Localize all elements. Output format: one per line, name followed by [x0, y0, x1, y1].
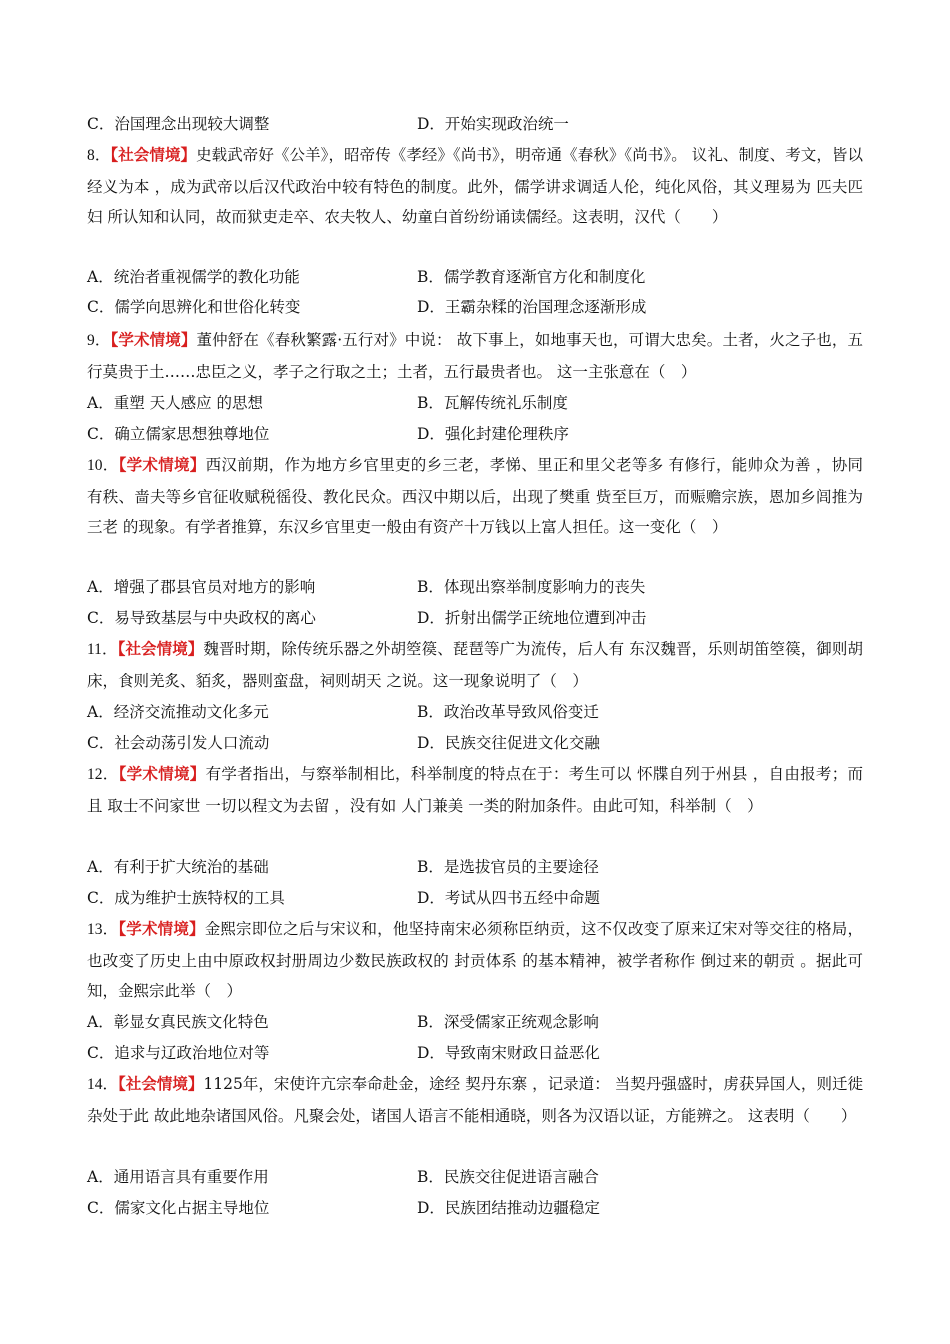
q14-option-a[interactable]: A．通用语言具有重要作用: [87, 1168, 269, 1186]
q9-option-b[interactable]: B．瓦解传统礼乐制度: [417, 394, 568, 412]
q12-option-a[interactable]: A．有利于扩大统治的基础: [87, 858, 269, 876]
question-8-stem: [87, 140, 863, 233]
q7-option-c[interactable]: C．治国理念出现较大调整: [87, 115, 270, 133]
q8-options-row-1: [87, 263, 867, 291]
q13-options-row-2: [87, 1039, 867, 1067]
question-text: 西汉前期，作为地方乡官里吏的乡三老，孝悌、里正和里父老等多 有修行，能帅众为善 ，协同有秩、啬夫等乡官征收赋税徭役、教化民众。西汉中期以后，出现了樊重 赀至巨万，而赈赡宗族，恩加乡闾推为三老 的现象。有学者推算，东汉乡官里吏一般由有资产十万钱以上富人担任。这一变化（ ）: [87, 456, 863, 536]
context-tag: 【社会情境】: [118, 1074, 204, 1093]
question-13-stem: [87, 914, 863, 1007]
q14-option-b[interactable]: B．民族交往促进语言融合: [417, 1168, 599, 1186]
q13-option-c[interactable]: C．追求与辽政治地位对等: [87, 1044, 270, 1062]
q14-options-row-1: [87, 1163, 867, 1191]
question-text: 董仲舒在《春秋繁露·五行对》中说： 故下事上，如地事天也，可谓大忠矣。土者，火之子也，五行莫贵于土……忠臣之义，孝子之行取之土；土者，五行最贵者也。 这一主张意在（ ）: [87, 331, 863, 381]
q11-options-row-1: [87, 698, 867, 726]
q11-option-b[interactable]: B．政治改革导致风俗变迁: [417, 703, 599, 721]
question-text: 金熙宗即位之后与宋议和，他坚持南宋必须称臣纳贡，这不仅改变了原来辽宋对等交往的格局，也改变了历史上由中原政权封册周边少数民族政权的 封贡体系 的基本精神，被学者称作 倒过来的朝贡 。据此可知，金熙宗此举（ ）: [87, 920, 863, 1000]
q7-option-d[interactable]: D．开始实现政治统一: [417, 115, 569, 133]
q12-options-row-1: [87, 853, 867, 881]
q13-option-b[interactable]: B．深受儒家正统观念影响: [417, 1013, 599, 1031]
question-11-stem: [87, 634, 863, 696]
context-tag: 【学术情境】: [118, 764, 206, 783]
question-number: 8．: [87, 147, 111, 164]
context-tag: 【社会情境】: [117, 639, 204, 658]
question-number: 13．: [87, 921, 119, 938]
question-text: 魏晋时期，除传统乐器之外胡箜篌、琵琶等广为流传，后人有 东汉魏晋，乐则胡笛箜篌，御则胡床，食则羌炙、貊炙，器则蛮盘，祠则胡天 之说。这一现象说明了（ ）: [87, 640, 863, 690]
context-tag: 【学术情境】: [118, 455, 206, 474]
q8-option-c[interactable]: C．儒学向思辨化和世俗化转变: [87, 298, 301, 316]
context-tag: 【社会情境】: [110, 145, 197, 164]
q14-option-d[interactable]: D．民族团结推动边疆稳定: [417, 1199, 600, 1217]
context-tag: 【学术情境】: [110, 330, 197, 349]
q9-options-row-2: [87, 420, 867, 448]
q9-option-c[interactable]: C．确立儒家思想独尊地位: [87, 425, 270, 443]
q8-options-row-2: [87, 293, 867, 321]
q10-option-c[interactable]: C．易导致基层与中央政权的离心: [87, 609, 316, 627]
question-14-stem: [87, 1069, 863, 1131]
question-number: 9．: [87, 332, 111, 349]
question-text: 有学者指出，与察举制相比，科举制度的特点在于：考生可以 怀牒自列于州县 ，自由报考；而且 取士不问家世 一切以程文为去留 ，没有如 人门兼美 一类的附加条件。由此可知，科举制（ ）: [87, 765, 863, 815]
q14-options-row-2: [87, 1194, 867, 1222]
question-text: 1125年，宋使许亢宗奉命赴金，途经 契丹东寨 ，记录道： 当契丹强盛时，虏获异国人，则迁徙杂处于此 故此地杂诸国风俗。凡聚会处，诸国人语言不能相通晓，则各为汉语以证，方能辨之。 这表明（ ）: [87, 1075, 863, 1125]
question-number: 10．: [87, 457, 119, 474]
q8-option-d[interactable]: D．王霸杂糅的治国理念逐渐形成: [417, 298, 647, 316]
q10-options-row-1: [87, 573, 867, 601]
q11-option-a[interactable]: A．经济交流推动文化多元: [87, 703, 269, 721]
q9-options-row-1: [87, 389, 867, 417]
q10-options-row-2: [87, 604, 867, 632]
question-text: 史载武帝好《公羊》，昭帝传《孝经》《尚书》，明帝通《春秋》《尚书》。 议礼、制度、考文，皆以经义为本 ，成为武帝以后汉代政治中较有特色的制度。此外，儒学讲求调适人伦，纯化风俗，其义理易为 匹夫匹妇 所认知和认同，故而狱吏走卒、农夫牧人、幼童白首纷纷诵读儒经。这表明，汉代（ ）: [87, 146, 863, 226]
context-tag: 【学术情境】: [118, 919, 205, 938]
q10-option-a[interactable]: A．增强了郡县官员对地方的影响: [87, 578, 316, 596]
q13-options-row-1: [87, 1008, 867, 1036]
question-number: 12．: [87, 766, 119, 783]
q10-option-d[interactable]: D．折射出儒学正统地位遭到冲击: [417, 609, 647, 627]
question-12-stem: [87, 759, 863, 821]
q7-options-row-2: [87, 110, 867, 138]
q12-options-row-2: [87, 884, 867, 912]
q9-option-d[interactable]: D．强化封建伦理秩序: [417, 425, 569, 443]
q11-option-d[interactable]: D．民族交往促进文化交融: [417, 734, 600, 752]
q11-options-row-2: [87, 729, 867, 757]
q8-option-a[interactable]: A．统治者重视儒学的教化功能: [87, 268, 300, 286]
q13-option-a[interactable]: A．彰显女真民族文化特色: [87, 1013, 269, 1031]
q10-option-b[interactable]: B．体现出察举制度影响力的丧失: [417, 578, 646, 596]
q14-option-c[interactable]: C．儒家文化占据主导地位: [87, 1199, 270, 1217]
question-number: 14．: [87, 1076, 119, 1093]
question-10-stem: [87, 450, 863, 543]
q12-option-c[interactable]: C．成为维护士族特权的工具: [87, 889, 285, 907]
q9-option-a[interactable]: A．重塑 天人感应 的思想: [87, 394, 264, 412]
q12-option-d[interactable]: D．考试从四书五经中命题: [417, 889, 600, 907]
q8-option-b[interactable]: B．儒学教育逐渐官方化和制度化: [417, 268, 646, 286]
question-number: 11．: [87, 641, 118, 658]
question-9-stem: [87, 325, 863, 387]
q12-option-b[interactable]: B．是选拔官员的主要途径: [417, 858, 599, 876]
q11-option-c[interactable]: C．社会动荡引发人口流动: [87, 734, 270, 752]
q13-option-d[interactable]: D．导致南宋财政日益恶化: [417, 1044, 600, 1062]
